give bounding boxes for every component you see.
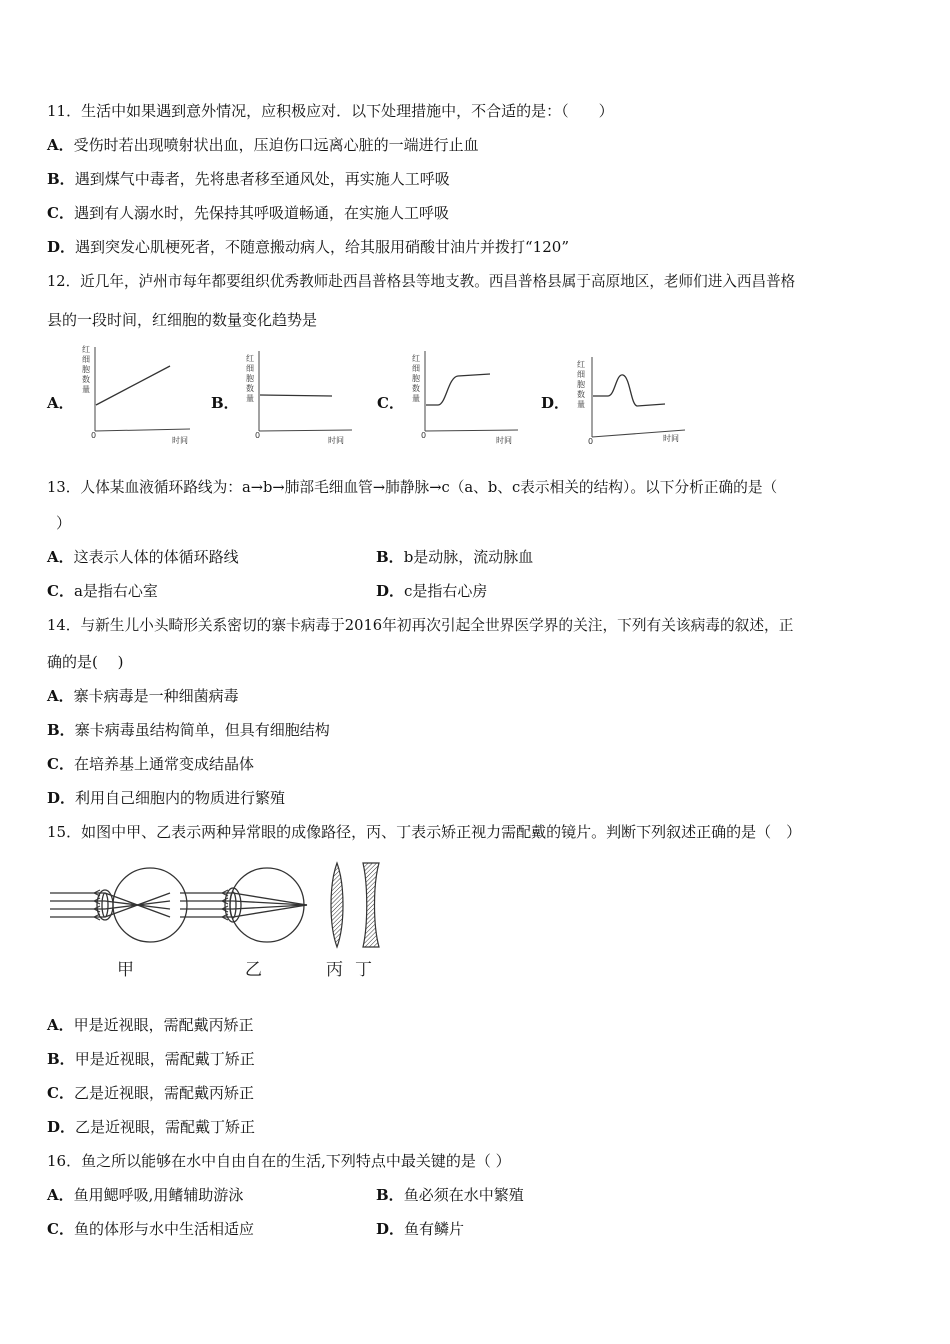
option-text: 遇到煤气中毒者，先将患者移至通风处，再实施人工呼吸 [74, 170, 450, 188]
option-text: 遇到有人溺水时，先保持其呼吸道畅通，在实施人工呼吸 [73, 204, 449, 222]
ylabel-char: 红 [82, 345, 90, 354]
q12-stem-line2: 县的一段时间，红细胞的数量变化趋势是 [47, 311, 318, 329]
option-label: B． [47, 721, 75, 739]
caption-jia: 甲 [117, 960, 134, 980]
q14-stem-line1: 14．与新生儿小头畸形关系密切的寨卡病毒于2016年初再次引起全世界医学界的关注，下列有关该病毒的叙述，正 [47, 617, 794, 634]
q16-option-c[interactable] [47, 1219, 254, 1239]
origin-label: 0 [588, 437, 594, 446]
option-label: D． [47, 1118, 76, 1136]
q14-option-d[interactable] [47, 788, 285, 808]
q15-stem: 15．如图中甲、乙表示两种异常眼的成像路径，丙、丁表示矫正视力需配戴的镜片。判断下列叙述正确的是（ ） [47, 823, 802, 841]
option-text: 甲是近视眼，需配戴丙矫正 [73, 1016, 254, 1034]
q13-option-d[interactable] [376, 581, 487, 601]
option-text: 鱼有鳞片 [404, 1220, 465, 1238]
option-text: 鱼的体形与水中生活相适应 [73, 1220, 254, 1238]
q14-option-b[interactable] [47, 720, 330, 740]
origin-label: 0 [255, 431, 261, 440]
xlabel: 时间 [496, 436, 512, 445]
option-text: 利用自己细胞内的物质进行繁殖 [75, 789, 286, 807]
eye-yi [180, 868, 307, 942]
q16-option-a[interactable] [47, 1185, 243, 1205]
ylabel-char: 细 [82, 355, 90, 364]
ylabel-char: 胞 [82, 365, 90, 374]
q14-option-a[interactable] [47, 686, 239, 706]
option-label: C． [47, 1220, 74, 1238]
option-label: D． [376, 582, 405, 600]
trend-curve [96, 366, 170, 405]
q12-graph-d-label[interactable]: D． [541, 394, 570, 412]
xlabel: 时间 [172, 436, 188, 445]
option-text: 乙是近视眼，需配戴丙矫正 [73, 1084, 254, 1102]
option-label: B． [47, 170, 75, 188]
option-text: b是动脉，流动脉血 [403, 548, 534, 566]
option-label: C． [47, 755, 74, 773]
ylabel-char: 细 [246, 364, 254, 373]
ylabel-char: 红 [412, 354, 420, 363]
trend-curve [426, 374, 490, 405]
q15-option-d[interactable] [47, 1117, 255, 1137]
q13-stem-line2: ） [56, 514, 72, 532]
q16-option-b[interactable] [376, 1185, 524, 1205]
option-label: A． [47, 548, 74, 566]
option-label: C． [47, 204, 74, 222]
option-label: B． [47, 1050, 75, 1068]
option-text: 鱼用鳃呼吸,用鳍辅助游泳 [73, 1186, 244, 1204]
option-label: A． [47, 136, 74, 154]
option-text: 受伤时若出现喷射状出血，压迫伤口远离心脏的一端进行止血 [73, 136, 479, 154]
ylabel-char: 红 [577, 360, 585, 369]
eye-jia [50, 868, 187, 942]
q12-graph-a [78, 343, 198, 448]
option-text: 寨卡病毒是一种细菌病毒 [73, 687, 239, 705]
caption-yi: 乙 [245, 960, 262, 980]
ylabel-char: 胞 [246, 374, 254, 383]
convex-lens [331, 863, 343, 947]
caption-bing: 丙 [326, 960, 343, 980]
option-label: C． [47, 1084, 74, 1102]
option-label: A． [47, 687, 74, 705]
option-text: 遇到突发心肌梗死者，不随意搬动病人，给其服用硝酸甘油片并拨打“120” [75, 238, 569, 256]
ylabel-char: 数 [412, 384, 420, 393]
q11-option-c[interactable] [47, 203, 449, 223]
q11-stem: 11．生活中如果遇到意外情况，应积极应对．以下处理措施中，不合适的是：（ ） [47, 102, 614, 120]
ylabel-char: 数 [577, 390, 585, 399]
option-text: 乙是近视眼，需配戴丁矫正 [75, 1118, 256, 1136]
q13-stem-line1: 13．人体某血液循环路线为：a→b→肺部毛细血管→肺静脉→c（a、b、c表示相关的结构）。以下分析正确的是（ [47, 479, 778, 496]
q14-option-c[interactable] [47, 754, 254, 774]
trend-curve [260, 395, 332, 396]
ylabel-char: 数 [82, 375, 90, 384]
option-text: 甲是近视眼，需配戴丁矫正 [74, 1050, 255, 1068]
q13-option-a[interactable] [47, 547, 239, 567]
option-label: A． [47, 1016, 74, 1034]
origin-label: 0 [421, 431, 427, 440]
xlabel: 时间 [328, 436, 344, 445]
ylabel-char: 胞 [577, 380, 585, 389]
option-label: C． [47, 582, 74, 600]
option-label: D． [47, 789, 76, 807]
q15-option-c[interactable] [47, 1083, 254, 1103]
q12-graph-c [408, 343, 528, 448]
q16-option-d[interactable] [376, 1219, 464, 1239]
option-label: D． [47, 238, 76, 256]
option-label: B． [376, 1186, 404, 1204]
q11-option-d[interactable] [47, 237, 569, 257]
q13-option-c[interactable] [47, 581, 158, 601]
ylabel-char: 细 [412, 364, 420, 373]
caption-ding: 丁 [355, 960, 372, 980]
q12-graph-d [573, 343, 693, 448]
ylabel-char: 胞 [412, 374, 420, 383]
option-text: 这表示人体的体循环路线 [73, 548, 239, 566]
q15-option-b[interactable] [47, 1049, 255, 1069]
q12-stem-line1: 12．近几年，泸州市每年都要组织优秀教师赴西昌普格县等地支教。西昌普格县属于高原地区，老师们进入西昌普格 [47, 273, 796, 290]
q15-eye-diagram [45, 855, 390, 950]
option-text: 寨卡病毒虽结构简单，但具有细胞结构 [74, 721, 330, 739]
ylabel-char: 量 [82, 385, 90, 394]
q11-option-a[interactable] [47, 135, 479, 155]
ylabel-char: 数 [246, 384, 254, 393]
ylabel-char: 量 [246, 394, 254, 403]
ylabel-char: 细 [577, 370, 585, 379]
q16-stem: 16．鱼之所以能够在水中自由自在的生活,下列特点中最关键的是（ ） [47, 1152, 511, 1170]
ylabel-char: 红 [246, 354, 254, 363]
xlabel: 时间 [663, 434, 679, 443]
ylabel-char: 量 [577, 400, 585, 409]
q12-graph-b [242, 343, 362, 448]
option-text: 在培养基上通常变成结晶体 [73, 755, 254, 773]
option-label: D． [376, 1220, 405, 1238]
concave-lens [363, 863, 379, 947]
option-text: c是指右心房 [404, 582, 488, 600]
option-label: B． [376, 548, 404, 566]
option-label: A． [47, 1186, 74, 1204]
q11-option-b[interactable] [47, 169, 450, 189]
option-text: a是指右心室 [73, 582, 158, 600]
q12-graph-b-label[interactable]: B． [211, 394, 239, 412]
q12-graph-c-label[interactable]: C． [377, 394, 404, 412]
trend-curve [593, 375, 665, 406]
q13-option-b[interactable] [376, 547, 533, 567]
q15-option-a[interactable] [47, 1015, 254, 1035]
ylabel-char: 量 [412, 394, 420, 403]
q14-stem-line2: 确的是( ) [47, 653, 124, 671]
origin-label: 0 [91, 431, 97, 440]
option-text: 鱼必须在水中繁殖 [403, 1186, 524, 1204]
q12-graph-a-label[interactable]: A． [47, 394, 74, 412]
